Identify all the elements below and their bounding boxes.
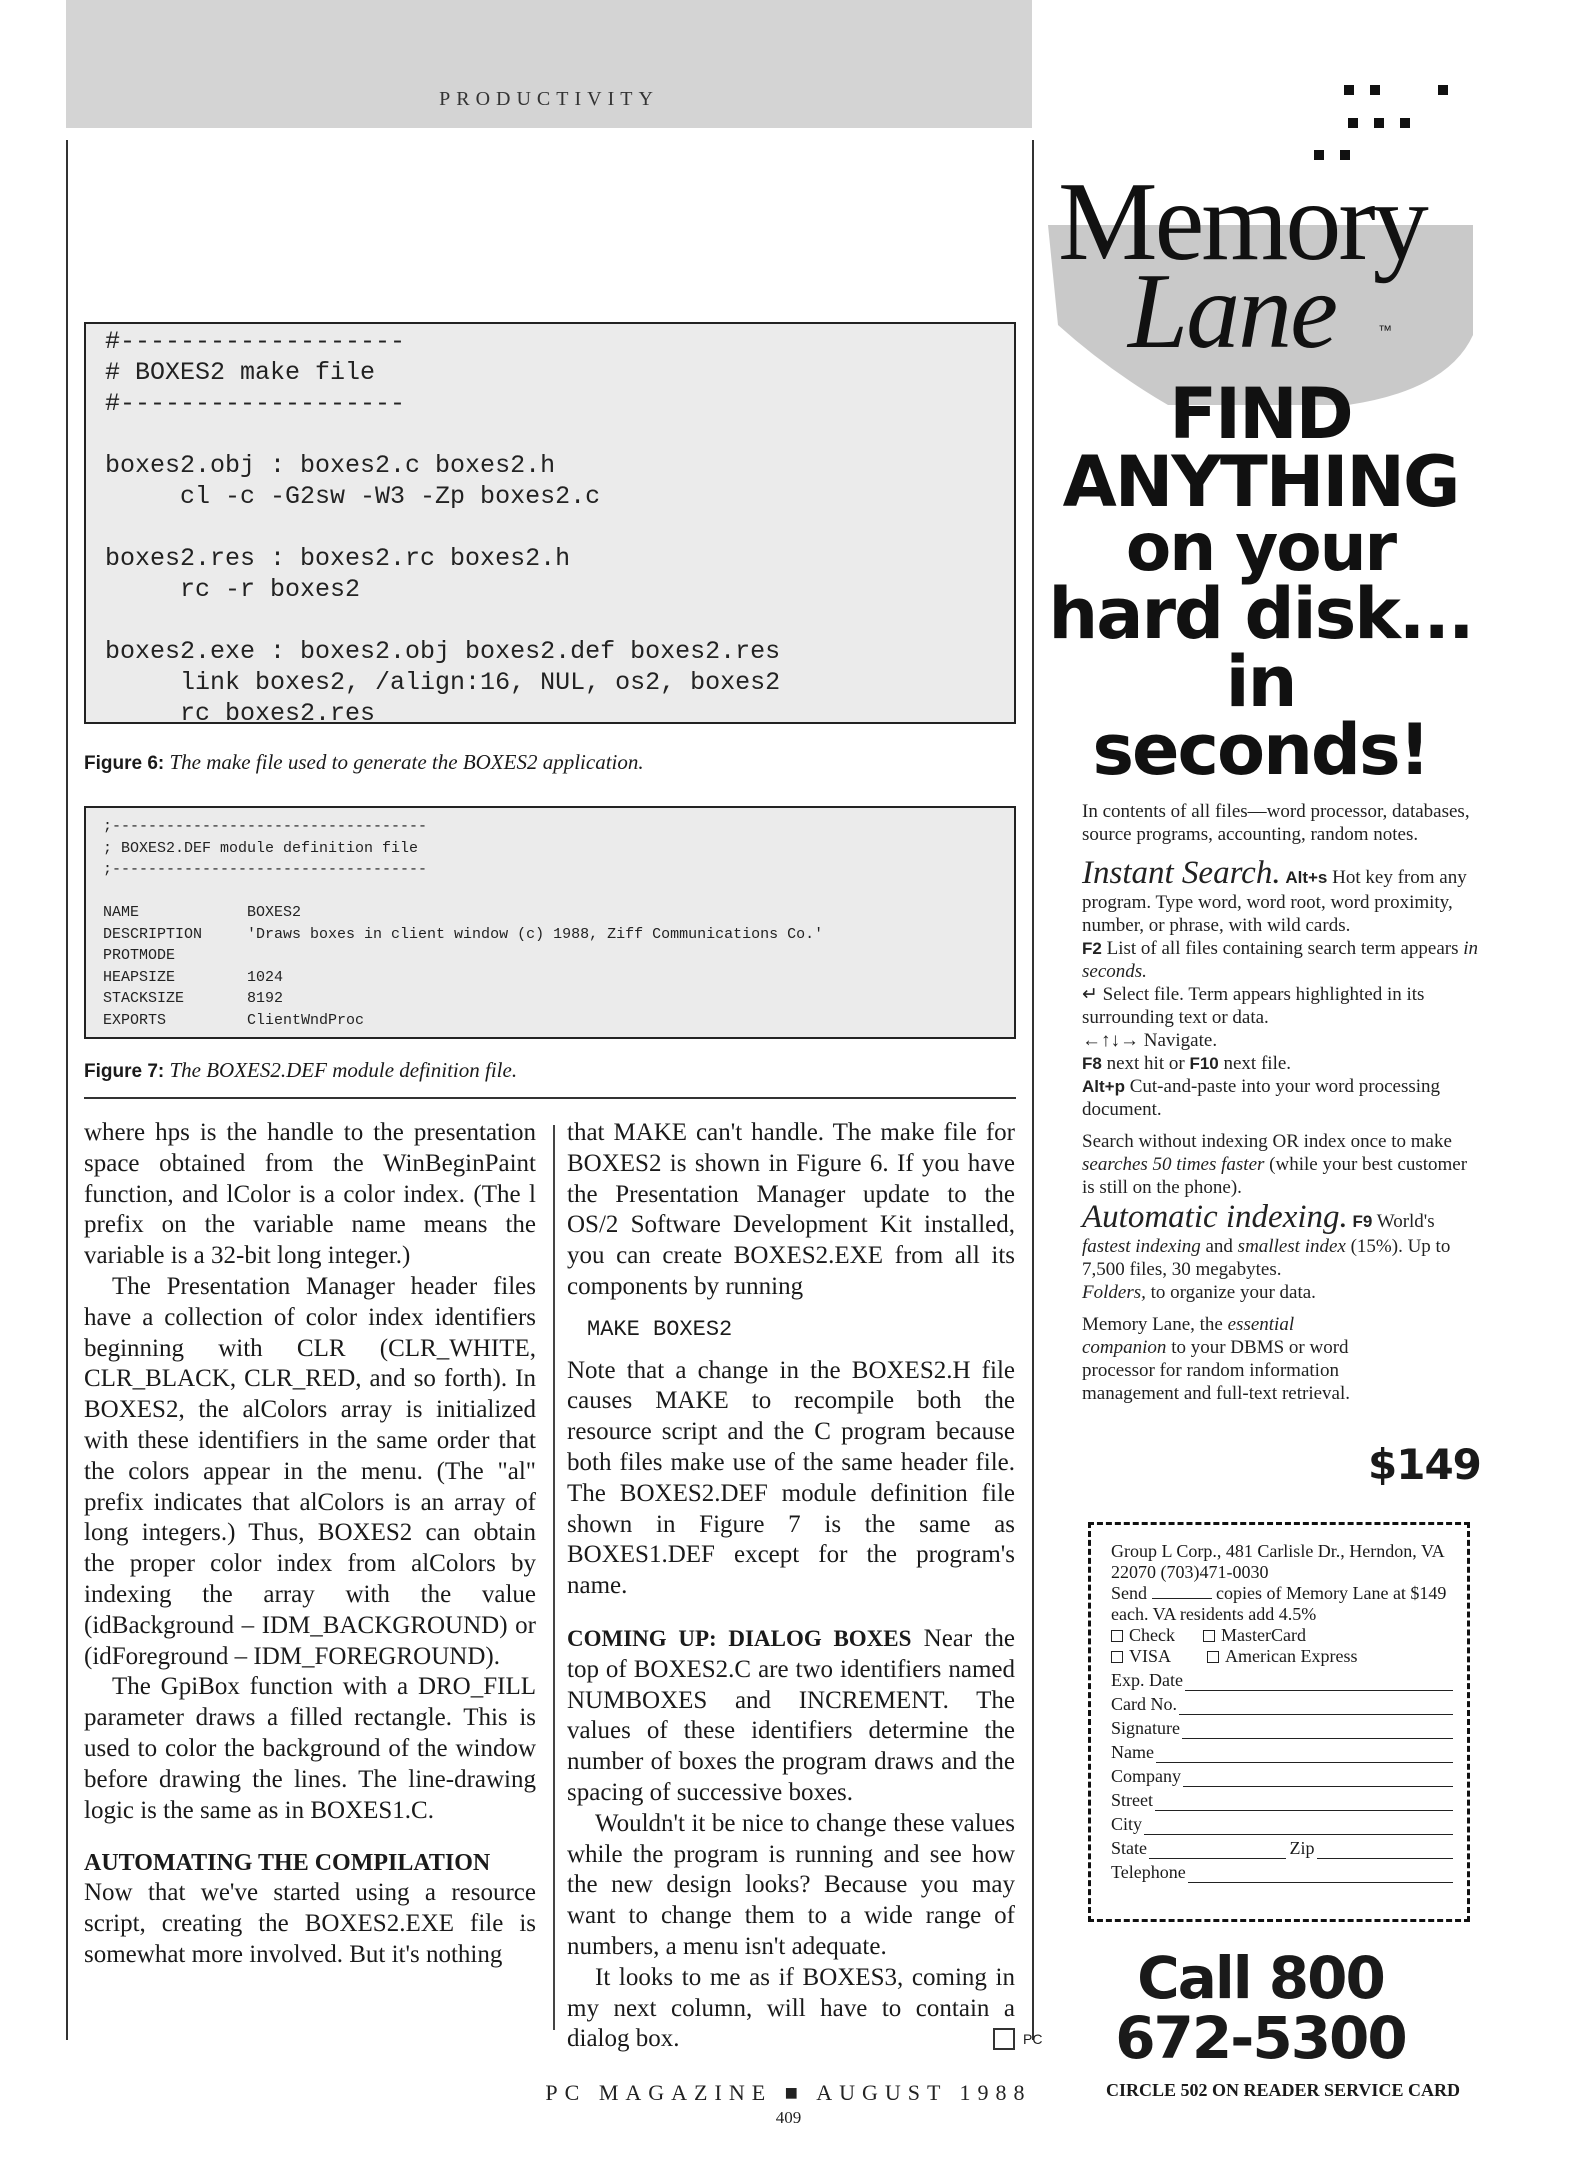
feature-text: Hot key from any program. Type word, word root, word proximity, number, or phrase, with wild cards. <box>1082 867 1467 936</box>
ad-navigate: ←↑↓→ Navigate. <box>1082 1030 1218 1051</box>
call-line: 672-5300 <box>1115 2004 1406 2072</box>
coupon-text: Send <box>1111 1583 1147 1603</box>
amex-option[interactable] <box>1207 1646 1357 1667</box>
magazine-footer: PC MAGAZINE ■ AUGUST 1988 <box>545 2080 1032 2105</box>
call-line: Call 800 <box>1137 1944 1384 2012</box>
checkbox[interactable] <box>1111 1630 1123 1642</box>
hotkey: Alt+s <box>1285 868 1328 887</box>
field-label: Zip <box>1289 1838 1315 1858</box>
feature-emphasis: essential companion <box>1082 1314 1295 1358</box>
figure6-code-box <box>84 322 1016 728</box>
field-label: City <box>1111 1814 1143 1834</box>
field-line[interactable] <box>1188 1867 1453 1883</box>
ad-companion <box>1082 1313 1382 1405</box>
field-label: Name <box>1111 1742 1154 1762</box>
headline-line: on your <box>1125 509 1396 586</box>
feature-text: (15%). Up to 7,500 files, 30 megabytes. <box>1082 1236 1451 1280</box>
feature-text: next hit or <box>1101 1053 1190 1074</box>
coupon-field[interactable] <box>1111 1670 1453 1691</box>
feature-emphasis: Folders, <box>1082 1282 1146 1303</box>
coupon-field[interactable] <box>1111 1790 1453 1811</box>
call-number <box>1048 1944 1473 2072</box>
ad-divider <box>1032 140 1034 2040</box>
memory-lane-ad <box>1048 60 1481 2100</box>
coupon-field[interactable] <box>1111 1742 1453 1763</box>
ad-folders <box>1082 1281 1482 1304</box>
feature-text: Cut-and-paste into your word processing document. <box>1082 1076 1441 1120</box>
left-rule <box>66 140 68 2040</box>
coupon-send <box>1111 1583 1453 1625</box>
ad-intro: In contents of all files—word processor, databases, source programs, accounting, random notes. <box>1082 801 1470 845</box>
ad-copy <box>1082 800 1482 1405</box>
field-line[interactable] <box>1156 1747 1453 1763</box>
headline-line: ANYTHING <box>1062 441 1459 523</box>
feature-text: and <box>1200 1236 1238 1257</box>
article-column-left <box>84 1118 536 2038</box>
feature-emphasis: smallest index <box>1237 1236 1346 1257</box>
paragraph-text: It looks to me as if BOXES3, coming in my next column, will have to contain a dialog box. <box>567 1963 1015 2053</box>
field-line[interactable] <box>1183 1771 1453 1787</box>
ad-headline <box>1048 373 1473 791</box>
figure6-label: Figure 6: <box>84 753 165 774</box>
copies-field[interactable] <box>1152 1598 1212 1599</box>
inline-code: MAKE BOXES2 <box>587 1316 733 1342</box>
logo-lane: Lane <box>1128 252 1336 371</box>
field-label: Company <box>1111 1766 1181 1786</box>
coupon-address: Group L Corp., 481 Carlisle Dr., Herndon, VA 22070 (703)471-0030 <box>1111 1541 1444 1582</box>
figure7-code: ;----------------------------------- ; BOXES2.DEF module definition file ;----------------------------------- NAME BOXES2 DESCRIPTION 'Draws boxes in client window (c) 1988, Ziff Communications Co.' PROTMODE HEAPSIZE 1024 STACKSIZE 8192 EXPORTS ClientWndProc <box>103 818 824 1029</box>
hotkey: F8 <box>1082 1054 1102 1073</box>
hotkey: Alt+p <box>1082 1077 1125 1096</box>
option-label: Check <box>1129 1625 1175 1645</box>
option-label: MasterCard <box>1220 1625 1306 1645</box>
figure7-caption <box>84 1058 517 1083</box>
field-label: Telephone <box>1111 1862 1186 1882</box>
paragraph <box>567 1963 1043 2055</box>
checkbox[interactable] <box>1203 1630 1215 1642</box>
feature-emphasis: fastest indexing <box>1082 1236 1201 1257</box>
section-heading: COMING UP: DIALOG BOXES <box>567 1625 912 1651</box>
field-label: Exp. Date <box>1111 1670 1183 1690</box>
order-coupon[interactable] <box>1088 1522 1470 1922</box>
figure7-code-box <box>84 806 1016 1039</box>
field-line[interactable] <box>1182 1723 1453 1739</box>
logo-memory: Memory <box>1058 160 1426 284</box>
article-column-middle <box>567 1118 1043 2053</box>
ad-f8 <box>1082 1052 1482 1075</box>
ad-f2 <box>1082 937 1482 983</box>
hotkey: F9 <box>1352 1212 1373 1231</box>
coupon-field[interactable] <box>1111 1694 1453 1715</box>
coupon-field[interactable] <box>1111 1766 1453 1787</box>
feature-text: (while your best customer is still on the phone). <box>1082 1154 1468 1198</box>
ad-enter: ↵ Select file. Term appears highlighted in its surrounding text or data. <box>1082 984 1425 1028</box>
coupon-text: copies of Memory Lane at $149 each. VA residents add 4.5% <box>1111 1583 1447 1624</box>
trademark: ™ <box>1378 322 1392 338</box>
feature-title: Automatic indexing. <box>1082 1199 1348 1235</box>
paragraph: that MAKE can't handle. The make file for BOXES2 is shown in Figure 6. If you have the Presentation Manager update to the OS/2 Software Development Kit installed, you can create BOXES2.EXE from all its components by running <box>567 1119 1015 1300</box>
figure6-caption-text: The make file used to generate the BOXES2 application. <box>164 750 644 774</box>
ad-search <box>1082 1130 1482 1199</box>
field-line[interactable] <box>1149 1843 1286 1859</box>
end-mark-icon: PC <box>993 2028 1015 2050</box>
coupon-field[interactable] <box>1111 1838 1453 1859</box>
paragraph: Wouldn't it be nice to change these values while the program is running and see how the new design looks? Because you may want to change them to a wide range of numbers, a menu isn't adequate. <box>567 1809 1015 1960</box>
field-label: Card No. <box>1111 1694 1177 1714</box>
checkbox[interactable] <box>1207 1651 1219 1663</box>
mastercard-option[interactable] <box>1203 1625 1306 1646</box>
field-line[interactable] <box>1179 1699 1453 1715</box>
figure7-caption-text: The BOXES2.DEF module definition file. <box>164 1058 518 1082</box>
section-heading: AUTOMATING THE COMPILATION <box>84 1850 491 1877</box>
article-rule <box>84 1097 1016 1099</box>
check-option[interactable] <box>1111 1625 1175 1646</box>
paragraph: Note that a change in the BOXES2.H file causes MAKE to recompile both the resource script and the C program because both files make use of the same header file. The BOXES2.DEF module definition file shown in Figure 7 is the same as BOXES1.DEF except for the program's name. <box>567 1356 1015 1600</box>
paragraph-text: Near the top of BOXES2.C are two identifiers named NUMBOXES and INCREMENT. The values of these identifiers determine the number of boxes the program draws and the spacing of successive boxes. <box>567 1624 1015 1806</box>
feature-text: next file. <box>1218 1053 1292 1074</box>
paragraph: where hps is the handle to the presentation space obtained from the WinBeginPaint function, and lColor is a color index. (The l prefix on the variable name means the variable is a 32-bit long integer.) <box>84 1119 536 1270</box>
payment-row <box>1111 1646 1453 1667</box>
figure6-code: #------------------- # BOXES2 make file #------------------- boxes2.obj : boxes2.c boxes2.h cl -c -G2sw -W3 -Zp boxes2.c boxes2.res : boxes2.rc boxes2.h rc -r boxes2 boxes2.exe : boxes2.obj boxes2.def boxes2.res link boxes2, /align:16, NUL, os2, boxes2 rc boxes2.res <box>105 327 781 728</box>
feature-title: Instant Search. <box>1082 855 1281 891</box>
feature-text: Search without indexing OR index once to make <box>1082 1131 1452 1152</box>
payment-row <box>1111 1625 1453 1646</box>
paragraph: The Presentation Manager header files have a collection of color index identifiers beginning with CLR (CLR_WHITE, CLR_BLACK, CLR_RED, and so forth). In BOXES2, the alColors array is initialized with these identifiers in the same order that the colors appear in the menu. (The "al" prefix indicates that alColors is an array of long integers.) Thus, BOXES2 can obtain the proper color index from alColors by indexing the array with the value (idBackground – IDM_BACKGROUND) or (idForeground – IDM_FOREGROUND). <box>84 1272 536 1670</box>
field-label: Signature <box>1111 1718 1180 1738</box>
checkbox[interactable] <box>1111 1651 1123 1663</box>
visa-option[interactable] <box>1111 1646 1171 1667</box>
feature-text: to organize your data. <box>1145 1282 1316 1303</box>
reader-service-note: CIRCLE 502 ON READER SERVICE CARD <box>1106 2080 1460 2100</box>
field-label: Street <box>1111 1790 1153 1810</box>
ad-instant-search <box>1082 855 1482 937</box>
headline-line: FIND <box>1169 373 1352 455</box>
figure6-caption <box>84 750 644 775</box>
field-line[interactable] <box>1317 1843 1454 1859</box>
ad-altp <box>1082 1075 1482 1121</box>
figure7-label: Figure 7: <box>84 1061 165 1082</box>
option-label: VISA <box>1129 1646 1172 1666</box>
field-label: State <box>1111 1838 1147 1858</box>
paragraph: The GpiBox function with a DRO_FILL parameter draws a filled rectangle. This is used to color the background of the window before drawing the lines. The line-drawing logic is the same as in BOXES1.C. <box>84 1673 536 1824</box>
section-label: PRODUCTIVITY <box>439 88 659 110</box>
column-rule <box>553 1125 555 2030</box>
option-label: American Express <box>1225 1646 1358 1666</box>
coupon-field[interactable] <box>1111 1862 1453 1883</box>
ad-auto-index <box>1082 1199 1482 1281</box>
feature-emphasis: in seconds. <box>1082 938 1479 982</box>
field-line[interactable] <box>1185 1675 1453 1691</box>
headline-line: in seconds! <box>1092 641 1429 791</box>
headline-line: hard disk... <box>1048 573 1473 655</box>
hotkey: F2 <box>1082 939 1102 958</box>
feature-emphasis: searches 50 times faster <box>1082 1154 1265 1175</box>
field-line[interactable] <box>1144 1819 1453 1835</box>
coupon-field[interactable] <box>1111 1718 1453 1739</box>
feature-text: World's <box>1372 1211 1435 1232</box>
field-line[interactable] <box>1155 1795 1453 1811</box>
feature-text: Memory Lane, the <box>1082 1314 1228 1335</box>
paragraph <box>567 1624 1015 1809</box>
page-number: 409 <box>775 2108 802 2127</box>
feature-text: List of all files containing search term appears <box>1101 938 1464 959</box>
price: $149 <box>1368 1440 1481 1489</box>
hotkey: F10 <box>1189 1054 1219 1073</box>
feature-text: to your DBMS or word processor for random information management and full-text retrieval. <box>1082 1337 1350 1404</box>
coupon-field[interactable] <box>1111 1814 1453 1835</box>
paragraph: Now that we've started using a resource script, creating the BOXES2.EXE file is somewhat more involved. But it's nothing <box>84 1879 536 1968</box>
